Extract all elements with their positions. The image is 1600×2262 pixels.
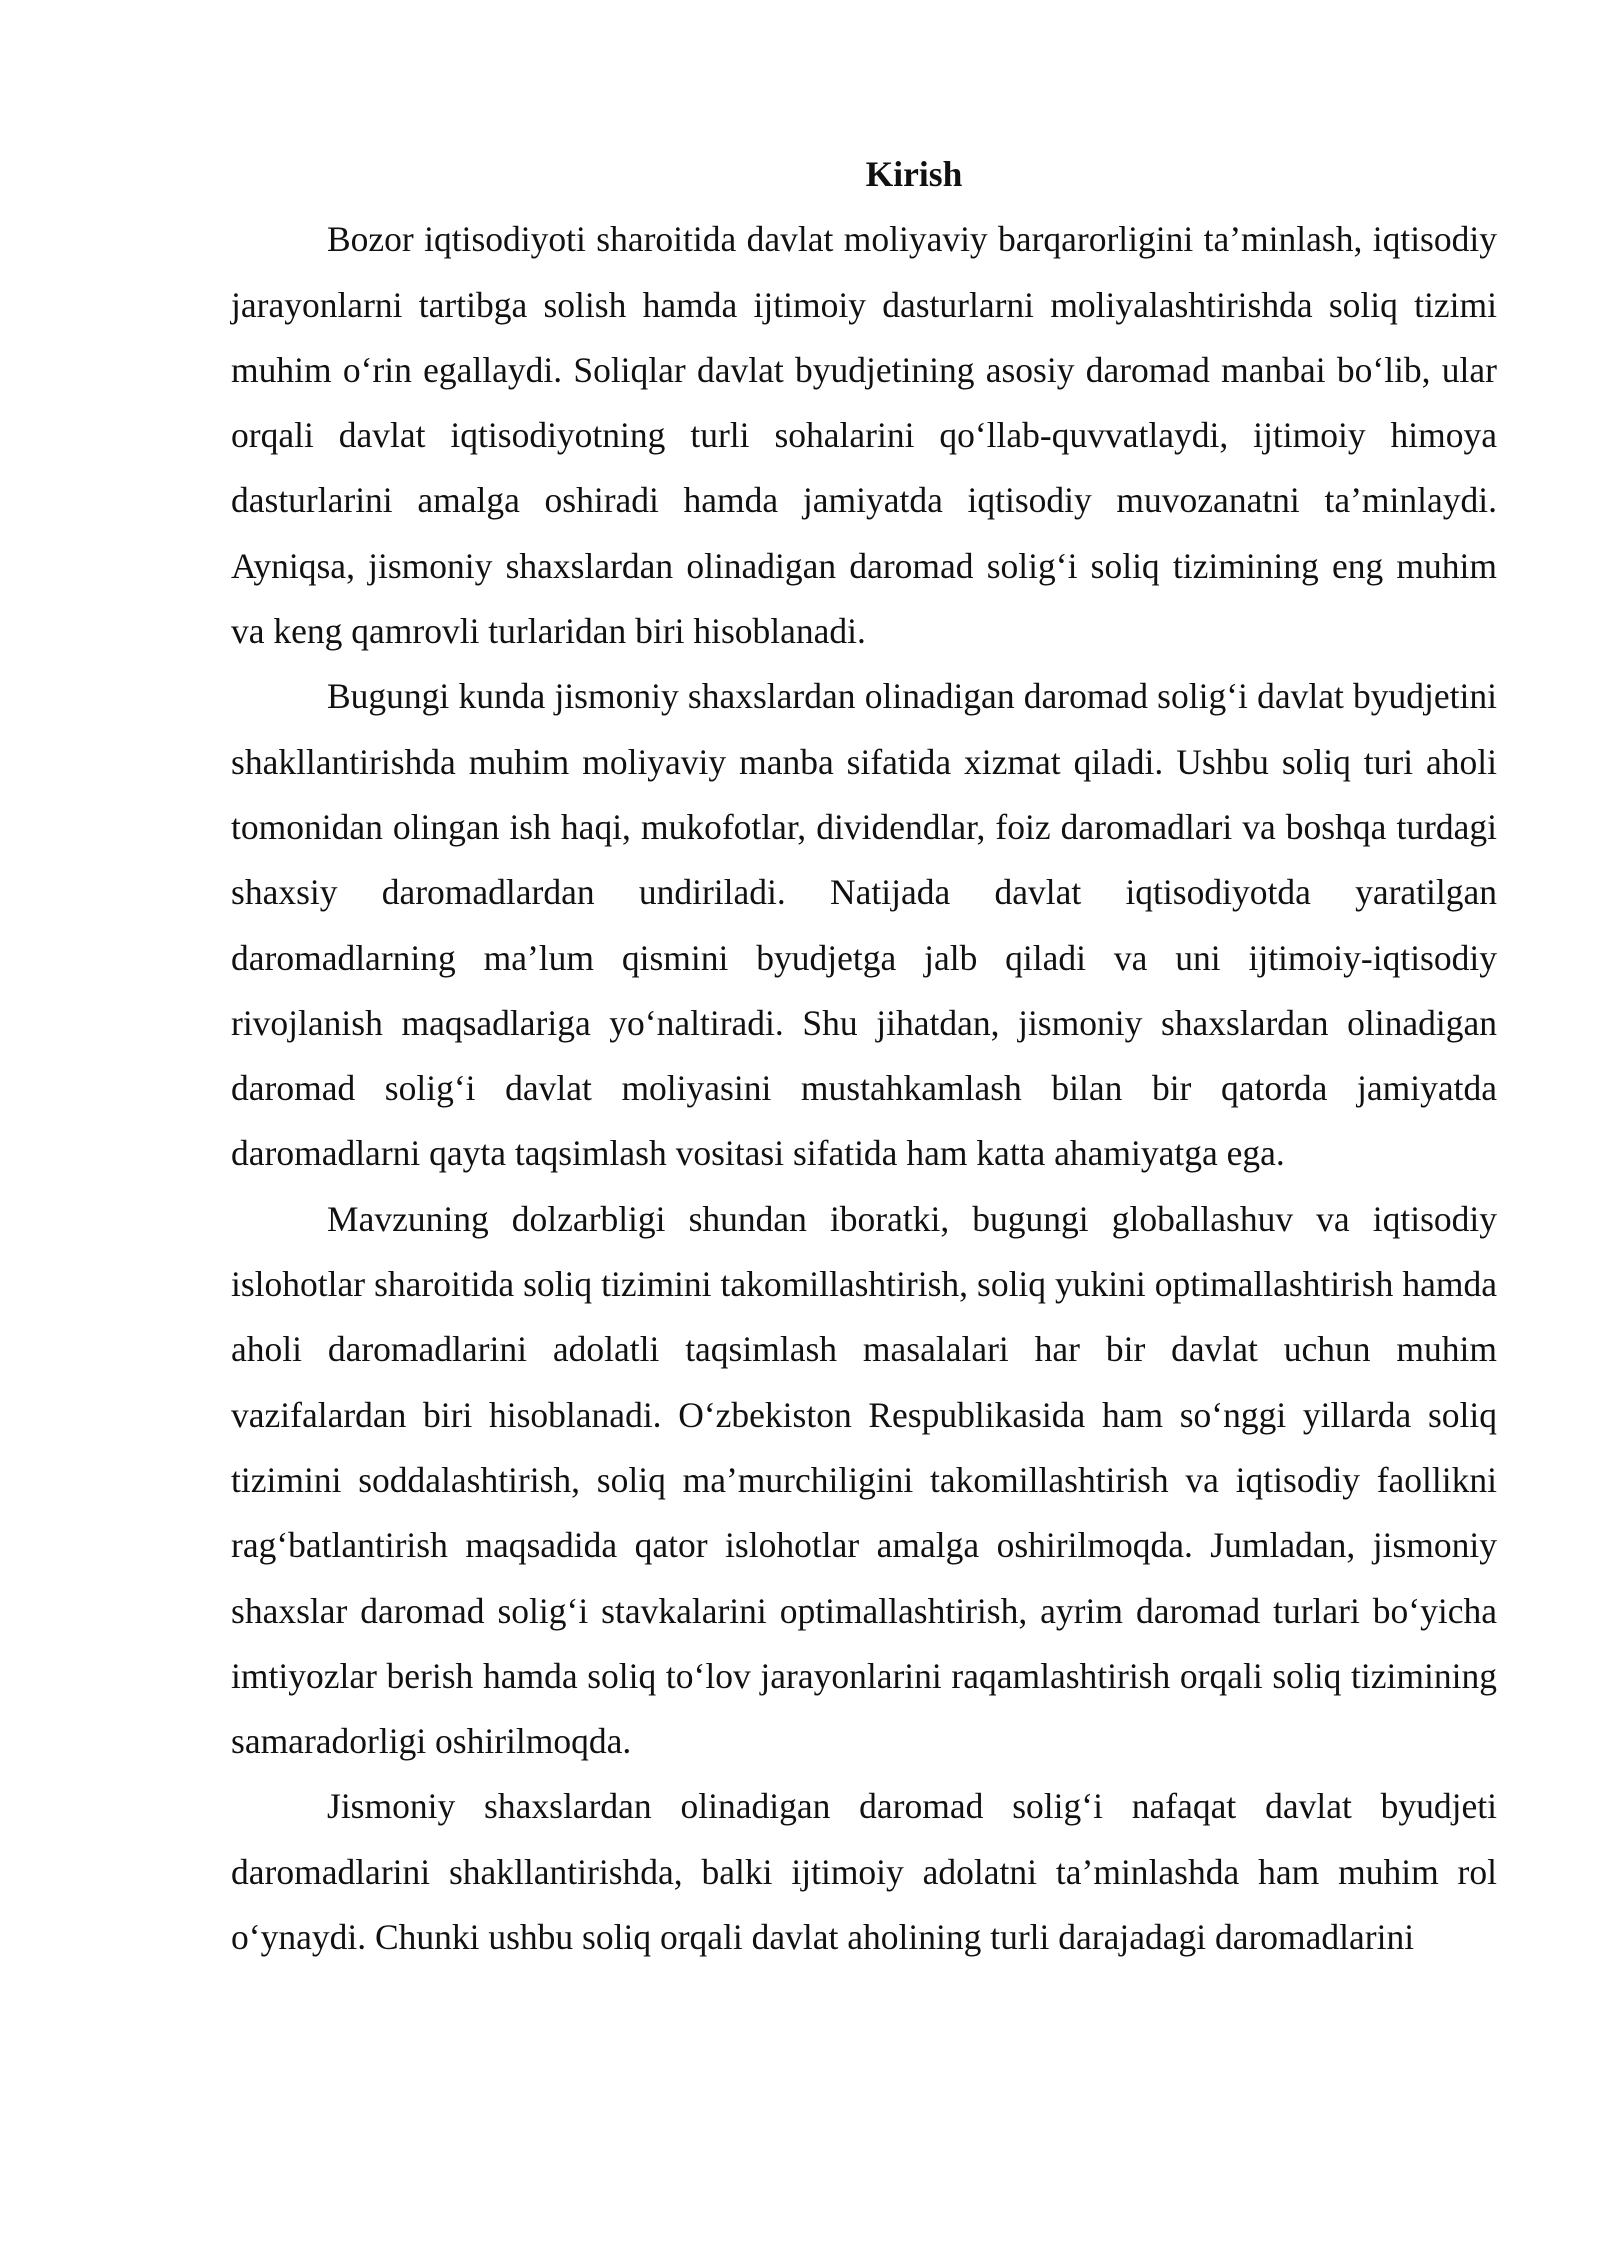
document-body: [231, 142, 1497, 1970]
paragraph-1: Bozor iqtisodiyoti sharoitida davlat moliyaviy barqarorligini ta’minlash, iqtisodiy jarayonlarni tartibga solish hamda ijtimoiy dasturlarni moliyalashtirishda soliq tizimi muhim o‘rin egallaydi. Soliqlar davlat byudjetining asosiy daromad manbai bo‘lib, ular orqali davlat iqtisodiyotning turli sohalarini qo‘llab-quvvatlaydi, ijtimoiy himoya dasturlarini amalga oshiradi hamda jamiyatda iqtisodiy muvozanatni ta’minlaydi. Ayniqsa, jismoniy shaxslardan olinadigan daromad solig‘i soliq tizimining eng muhim va keng qamrovli turlaridan biri hisoblanadi.: [231, 219, 1497, 652]
paragraph-4: Jismoniy shaxslardan olinadigan daromad solig‘i nafaqat davlat byudjeti daromadlarini shakllantirishda, balki ijtimoiy adolatni ta’minlashda ham muhim rol o‘ynaydi. Chunki ushbu soliq orqali davlat aholining turli darajadagi daromadlarini: [231, 1786, 1497, 1958]
paragraph-2: Bugungi kunda jismoniy shaxslardan olinadigan daromad solig‘i davlat byudjetini shakllantirishda muhim moliyaviy manba sifatida xizmat qiladi. Ushbu soliq turi aholi tomonidan olingan ish haqi, mukofotlar, dividendlar, foiz daromadlari va boshqa turdagi shaxsiy daromadlardan undiriladi. Natijada davlat iqtisodiyotda yaratilgan daromadlarning ma’lum qismini byudjetga jalb qiladi va uni ijtimoiy-iqtisodiy rivojlanish maqsadlariga yo‘naltiradi. Shu jihatdan, jismoniy shaxslardan olinadigan daromad solig‘i davlat moliyasini mustahkamlash bilan bir qatorda jamiyatda daromadlarni qayta taqsimlash vositasi sifatida ham katta ahamiyatga ega.: [231, 676, 1497, 1174]
paragraph-3: Mavzuning dolzarbligi shundan iboratki, bugungi globallashuv va iqtisodiy islohotlar sharoitida soliq tizimini takomillashtirish, soliq yukini optimallashtirish hamda aholi daromadlarini adolatli taqsimlash masalalari har bir davlat uchun muhim vazifalardan biri hisoblanadi. O‘zbekiston Respublikasida ham so‘nggi yillarda soliq tizimini soddalashtirish, soliq ma’murchiligini takomillashtirish va iqtisodiy faollikni rag‘batlantirish maqsadida qator islohotlar amalga oshirilmoqda. Jumladan, jismoniy shaxslar daromad solig‘i stavkalarini optimallashtirish, ayrim daromad turlari bo‘yicha imtiyozlar berish hamda soliq to‘lov jarayonlarini raqamlashtirish orqali soliq tizimining samaradorligi oshirilmoqda.: [231, 1198, 1497, 1762]
page-title: Kirish: [865, 154, 963, 194]
